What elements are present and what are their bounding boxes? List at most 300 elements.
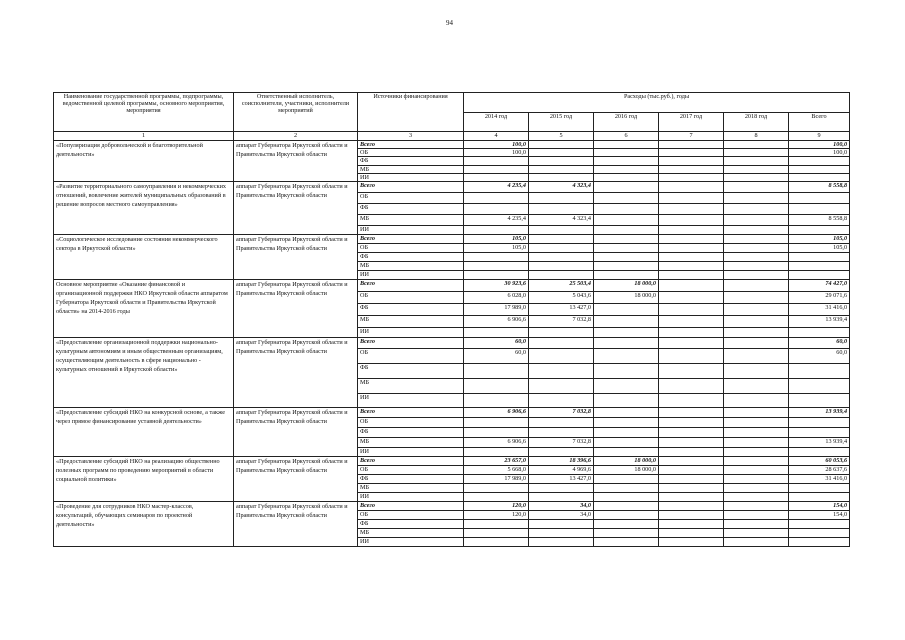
value-2016: 18 000,0 bbox=[594, 457, 659, 466]
value-2018 bbox=[724, 379, 789, 394]
value-total: 13 939,4 bbox=[789, 408, 850, 418]
activity-executor: аппарат Губернатора Иркутской области и Правительства Иркутской области bbox=[234, 457, 358, 502]
table-row bbox=[54, 502, 850, 511]
value-2015 bbox=[529, 448, 594, 457]
value-2015: 13 427,0 bbox=[529, 304, 594, 316]
value-2014 bbox=[464, 253, 529, 262]
value-2018 bbox=[724, 529, 789, 538]
value-2014: 105,0 bbox=[464, 235, 529, 244]
value-2018 bbox=[724, 502, 789, 511]
value-2014: 17 989,0 bbox=[464, 475, 529, 484]
value-2014: 4 235,4 bbox=[464, 182, 529, 193]
value-2014 bbox=[464, 226, 529, 235]
value-total: 100,0 bbox=[789, 141, 850, 149]
value-2017 bbox=[659, 141, 724, 149]
activity-name: «Проведение для сотрудников НКО мастер-классов, консультаций, обучающих семинаров по проектной деятельности» bbox=[54, 502, 234, 547]
value-2018 bbox=[724, 204, 789, 215]
value-total bbox=[789, 418, 850, 428]
value-2015: 4 323,4 bbox=[529, 182, 594, 193]
funding-source: МБ bbox=[358, 215, 464, 226]
column-number: 6 bbox=[594, 132, 659, 141]
funding-source: ОБ bbox=[358, 349, 464, 364]
value-2014: 120,0 bbox=[464, 511, 529, 520]
value-2017 bbox=[659, 215, 724, 226]
value-2014: 5 668,0 bbox=[464, 466, 529, 475]
funding-source: ОБ bbox=[358, 149, 464, 157]
header-name: Наименование государственной программы, подпрограммы, ведомственной целевой программы, основного мероприятия, мероприятия bbox=[54, 93, 234, 132]
value-2017 bbox=[659, 182, 724, 193]
value-2015: 4 323,4 bbox=[529, 215, 594, 226]
value-2018 bbox=[724, 364, 789, 379]
value-2015 bbox=[529, 253, 594, 262]
value-2015 bbox=[529, 493, 594, 502]
funding-source: МБ bbox=[358, 484, 464, 493]
value-total: 31 416,0 bbox=[789, 304, 850, 316]
value-total bbox=[789, 394, 850, 408]
value-2015 bbox=[529, 428, 594, 438]
funding-source: ФБ bbox=[358, 204, 464, 215]
value-2017 bbox=[659, 511, 724, 520]
table-row bbox=[54, 141, 850, 149]
value-2018 bbox=[724, 182, 789, 193]
value-2017 bbox=[659, 193, 724, 204]
value-2016 bbox=[594, 349, 659, 364]
value-2016 bbox=[594, 262, 659, 271]
activity-executor: аппарат Губернатора Иркутской области и Правительства Иркутской области bbox=[234, 141, 358, 182]
value-total bbox=[789, 379, 850, 394]
value-2017 bbox=[659, 244, 724, 253]
funding-source: ИИ bbox=[358, 493, 464, 502]
funding-source: МБ bbox=[358, 262, 464, 271]
header-year-2017: 2017 год bbox=[659, 113, 724, 132]
value-2015: 25 503,4 bbox=[529, 280, 594, 292]
value-2015 bbox=[529, 204, 594, 215]
value-2017 bbox=[659, 475, 724, 484]
value-2018 bbox=[724, 475, 789, 484]
activity-name: «Социологическое исследование состояния некоммерческого сектора в Иркутской области» bbox=[54, 235, 234, 280]
value-2018 bbox=[724, 511, 789, 520]
value-total: 100,0 bbox=[789, 149, 850, 157]
value-2014: 100,0 bbox=[464, 141, 529, 149]
value-2015 bbox=[529, 141, 594, 149]
value-total bbox=[789, 529, 850, 538]
value-2014 bbox=[464, 193, 529, 204]
value-2018 bbox=[724, 457, 789, 466]
value-2017 bbox=[659, 484, 724, 493]
value-2014 bbox=[464, 173, 529, 181]
value-2018 bbox=[724, 157, 789, 165]
value-2016 bbox=[594, 448, 659, 457]
value-2017 bbox=[659, 428, 724, 438]
value-2017 bbox=[659, 520, 724, 529]
value-2016 bbox=[594, 529, 659, 538]
value-2015 bbox=[529, 338, 594, 349]
value-2015 bbox=[529, 394, 594, 408]
value-total: 74 427,0 bbox=[789, 280, 850, 292]
value-2015: 7 032,8 bbox=[529, 438, 594, 448]
value-2017 bbox=[659, 226, 724, 235]
value-2018 bbox=[724, 280, 789, 292]
funding-source: МБ bbox=[358, 379, 464, 394]
value-2016 bbox=[594, 475, 659, 484]
funding-source: ОБ bbox=[358, 193, 464, 204]
value-2018 bbox=[724, 520, 789, 529]
funding-source: ОБ bbox=[358, 244, 464, 253]
page-number: 94 bbox=[446, 19, 453, 27]
value-2014: 60,0 bbox=[464, 338, 529, 349]
value-2015: 34,0 bbox=[529, 511, 594, 520]
header-source: Источники финансирования bbox=[358, 93, 464, 132]
activity-executor: аппарат Губернатора Иркутской области и Правительства Иркутской области bbox=[234, 408, 358, 457]
value-total bbox=[789, 262, 850, 271]
value-2016 bbox=[594, 193, 659, 204]
activity-executor: аппарат Губернатора Иркутской области и Правительства Иркутской области bbox=[234, 338, 358, 408]
value-2014 bbox=[464, 538, 529, 547]
value-total: 8 558,8 bbox=[789, 215, 850, 226]
value-2018 bbox=[724, 493, 789, 502]
value-2016 bbox=[594, 438, 659, 448]
value-2016 bbox=[594, 204, 659, 215]
value-2015: 18 396,6 bbox=[529, 457, 594, 466]
header-year-2018: 2018 год bbox=[724, 113, 789, 132]
funding-source: ОБ bbox=[358, 418, 464, 428]
value-2016 bbox=[594, 379, 659, 394]
value-2015 bbox=[529, 418, 594, 428]
value-2014: 23 657,0 bbox=[464, 457, 529, 466]
value-2014: 30 923,6 bbox=[464, 280, 529, 292]
value-2014: 6 028,0 bbox=[464, 292, 529, 304]
value-2016: 18 000,0 bbox=[594, 292, 659, 304]
value-2014: 4 235,4 bbox=[464, 215, 529, 226]
table-row bbox=[54, 235, 850, 244]
value-total bbox=[789, 271, 850, 280]
funding-source: ФБ bbox=[358, 253, 464, 262]
value-2017 bbox=[659, 262, 724, 271]
activity-name: «Предоставление организационной поддержки национально-культурным автономиям и иным общественным организациям, осуществляющим деятельность в сфере национально - культурных отношений в Иркутской области» bbox=[54, 338, 234, 408]
value-2016: 18 000,0 bbox=[594, 280, 659, 292]
activity-executor: аппарат Губернатора Иркутской области и Правительства Иркутской области bbox=[234, 502, 358, 547]
value-2017 bbox=[659, 538, 724, 547]
value-2016 bbox=[594, 253, 659, 262]
value-2016 bbox=[594, 226, 659, 235]
value-2016 bbox=[594, 418, 659, 428]
value-2015 bbox=[529, 157, 594, 165]
value-2016 bbox=[594, 141, 659, 149]
value-2018 bbox=[724, 466, 789, 475]
value-2016 bbox=[594, 520, 659, 529]
value-total: 60,0 bbox=[789, 338, 850, 349]
activity-name: «Популяризация добровольческой и благотворительной деятельности» bbox=[54, 141, 234, 182]
value-2017 bbox=[659, 349, 724, 364]
value-total: 8 558,8 bbox=[789, 182, 850, 193]
value-total: 105,0 bbox=[789, 244, 850, 253]
value-2014: 6 906,6 bbox=[464, 438, 529, 448]
value-2018 bbox=[724, 149, 789, 157]
funding-source: МБ bbox=[358, 529, 464, 538]
funding-source: ИИ bbox=[358, 271, 464, 280]
value-total bbox=[789, 520, 850, 529]
funding-source: Всего bbox=[358, 338, 464, 349]
value-2014 bbox=[464, 428, 529, 438]
funding-source: Всего bbox=[358, 280, 464, 292]
value-2017 bbox=[659, 394, 724, 408]
funding-source: МБ bbox=[358, 316, 464, 328]
value-2015: 7 032,8 bbox=[529, 408, 594, 418]
value-2015 bbox=[529, 484, 594, 493]
column-number: 4 bbox=[464, 132, 529, 141]
funding-source: ОБ bbox=[358, 511, 464, 520]
value-2014: 105,0 bbox=[464, 244, 529, 253]
value-2018 bbox=[724, 262, 789, 271]
value-2017 bbox=[659, 280, 724, 292]
value-total bbox=[789, 204, 850, 215]
value-2018 bbox=[724, 316, 789, 328]
value-total bbox=[789, 157, 850, 165]
value-total bbox=[789, 484, 850, 493]
value-2015 bbox=[529, 173, 594, 181]
value-total bbox=[789, 328, 850, 338]
value-total bbox=[789, 165, 850, 173]
value-2018 bbox=[724, 226, 789, 235]
funding-source: Всего bbox=[358, 457, 464, 466]
value-2018 bbox=[724, 408, 789, 418]
activity-name: «Предоставление субсидий НКО на реализацию общественно полезных программ по проведению мероприятий в области социальной политики» bbox=[54, 457, 234, 502]
value-2016 bbox=[594, 157, 659, 165]
value-2017 bbox=[659, 328, 724, 338]
funding-source: МБ bbox=[358, 165, 464, 173]
value-2015 bbox=[529, 193, 594, 204]
value-2017 bbox=[659, 457, 724, 466]
value-2015 bbox=[529, 226, 594, 235]
value-2017 bbox=[659, 204, 724, 215]
value-2014 bbox=[464, 379, 529, 394]
value-2016 bbox=[594, 244, 659, 253]
value-2016 bbox=[594, 149, 659, 157]
value-2014: 60,0 bbox=[464, 349, 529, 364]
column-number: 8 bbox=[724, 132, 789, 141]
value-total: 13 939,4 bbox=[789, 438, 850, 448]
value-2016 bbox=[594, 538, 659, 547]
value-total bbox=[789, 493, 850, 502]
value-2018 bbox=[724, 538, 789, 547]
header-expenses: Расходы (тыс.руб.), годы bbox=[464, 93, 850, 113]
header-total: Всего bbox=[789, 113, 850, 132]
table-body bbox=[54, 141, 850, 547]
value-total bbox=[789, 226, 850, 235]
value-2017 bbox=[659, 408, 724, 418]
table-row bbox=[54, 408, 850, 418]
value-2016 bbox=[594, 364, 659, 379]
value-2017 bbox=[659, 304, 724, 316]
value-2018 bbox=[724, 244, 789, 253]
value-2015 bbox=[529, 262, 594, 271]
value-2015: 34,0 bbox=[529, 502, 594, 511]
value-2014 bbox=[464, 418, 529, 428]
value-2018 bbox=[724, 253, 789, 262]
table-row bbox=[54, 338, 850, 349]
value-2015 bbox=[529, 364, 594, 379]
value-2016 bbox=[594, 215, 659, 226]
value-2015 bbox=[529, 538, 594, 547]
activity-name: «Предоставление субсидий НКО на конкурсной основе, а также через прямое финансирование уставной деятельности» bbox=[54, 408, 234, 457]
value-2015 bbox=[529, 149, 594, 157]
value-2015: 5 043,6 bbox=[529, 292, 594, 304]
value-2014 bbox=[464, 493, 529, 502]
value-total: 105,0 bbox=[789, 235, 850, 244]
value-2018 bbox=[724, 304, 789, 316]
value-2018 bbox=[724, 428, 789, 438]
value-2015: 7 032,8 bbox=[529, 316, 594, 328]
value-2018 bbox=[724, 271, 789, 280]
value-total bbox=[789, 538, 850, 547]
funding-source: ФБ bbox=[358, 428, 464, 438]
value-2015 bbox=[529, 529, 594, 538]
value-2017 bbox=[659, 438, 724, 448]
funding-source: ОБ bbox=[358, 466, 464, 475]
column-numbers-row bbox=[54, 132, 850, 141]
value-2018 bbox=[724, 338, 789, 349]
value-2016 bbox=[594, 316, 659, 328]
funding-source: ОБ bbox=[358, 292, 464, 304]
value-total bbox=[789, 448, 850, 457]
value-2015 bbox=[529, 379, 594, 394]
funding-source: ФБ bbox=[358, 520, 464, 529]
value-2014 bbox=[464, 157, 529, 165]
value-2015: 13 427,0 bbox=[529, 475, 594, 484]
value-2017 bbox=[659, 173, 724, 181]
value-total: 29 071,6 bbox=[789, 292, 850, 304]
column-number: 5 bbox=[529, 132, 594, 141]
value-2015 bbox=[529, 271, 594, 280]
value-2017 bbox=[659, 466, 724, 475]
activity-executor: аппарат Губернатора Иркутской области и Правительства Иркутской области bbox=[234, 280, 358, 338]
value-total: 13 939,4 bbox=[789, 316, 850, 328]
funding-source: Всего bbox=[358, 182, 464, 193]
funding-source: ИИ bbox=[358, 538, 464, 547]
value-2018 bbox=[724, 448, 789, 457]
value-total: 31 416,0 bbox=[789, 475, 850, 484]
value-2018 bbox=[724, 173, 789, 181]
value-2018 bbox=[724, 292, 789, 304]
column-number: 7 bbox=[659, 132, 724, 141]
value-2018 bbox=[724, 141, 789, 149]
value-total: 60,0 bbox=[789, 349, 850, 364]
value-2018 bbox=[724, 349, 789, 364]
funding-source: ИИ bbox=[358, 394, 464, 408]
value-2017 bbox=[659, 271, 724, 280]
value-2015 bbox=[529, 235, 594, 244]
value-2017 bbox=[659, 338, 724, 349]
value-2014 bbox=[464, 262, 529, 271]
funding-source: ИИ bbox=[358, 226, 464, 235]
value-2016 bbox=[594, 271, 659, 280]
value-2014 bbox=[464, 204, 529, 215]
funding-source: ИИ bbox=[358, 173, 464, 181]
value-2017 bbox=[659, 418, 724, 428]
value-2014: 6 906,6 bbox=[464, 408, 529, 418]
funding-source: Всего bbox=[358, 141, 464, 149]
funding-source: Всего bbox=[358, 408, 464, 418]
value-2016 bbox=[594, 493, 659, 502]
value-total: 60 053,6 bbox=[789, 457, 850, 466]
value-2016 bbox=[594, 511, 659, 520]
value-2015 bbox=[529, 349, 594, 364]
value-2018 bbox=[724, 328, 789, 338]
value-2017 bbox=[659, 364, 724, 379]
value-2017 bbox=[659, 235, 724, 244]
value-2018 bbox=[724, 394, 789, 408]
value-2016 bbox=[594, 165, 659, 173]
value-2018 bbox=[724, 438, 789, 448]
value-2014: 100,0 bbox=[464, 149, 529, 157]
funding-source: ФБ bbox=[358, 475, 464, 484]
value-2014 bbox=[464, 165, 529, 173]
value-2018 bbox=[724, 215, 789, 226]
value-2014 bbox=[464, 364, 529, 379]
column-number: 2 bbox=[234, 132, 358, 141]
value-2018 bbox=[724, 165, 789, 173]
funding-source: ИИ bbox=[358, 328, 464, 338]
value-2017 bbox=[659, 448, 724, 457]
column-number: 1 bbox=[54, 132, 234, 141]
activity-executor: аппарат Губернатора Иркутской области и Правительства Иркутской области bbox=[234, 182, 358, 235]
value-2017 bbox=[659, 292, 724, 304]
value-2018 bbox=[724, 484, 789, 493]
value-2014 bbox=[464, 271, 529, 280]
value-2016: 18 000,0 bbox=[594, 466, 659, 475]
value-total: 28 637,6 bbox=[789, 466, 850, 475]
value-2015 bbox=[529, 244, 594, 253]
value-2017 bbox=[659, 316, 724, 328]
value-2014 bbox=[464, 328, 529, 338]
value-2017 bbox=[659, 493, 724, 502]
table-row bbox=[54, 457, 850, 466]
value-2015 bbox=[529, 520, 594, 529]
activity-name: «Развитие территориального самоуправления и некоммерческих отношений, вовлечение жителей муниципальных образований в решение вопросов местного самоуправления» bbox=[54, 182, 234, 235]
value-2016 bbox=[594, 182, 659, 193]
value-2016 bbox=[594, 338, 659, 349]
value-total bbox=[789, 193, 850, 204]
value-2014: 17 989,0 bbox=[464, 304, 529, 316]
value-2017 bbox=[659, 157, 724, 165]
funding-source: ФБ bbox=[358, 157, 464, 165]
funding-source: Всего bbox=[358, 502, 464, 511]
value-2014 bbox=[464, 394, 529, 408]
header-year-2015: 2015 год bbox=[529, 113, 594, 132]
budget-table bbox=[53, 92, 850, 547]
value-2016 bbox=[594, 173, 659, 181]
header-executor: Ответственный исполнитель, соисполнители, участники, исполнители мероприятий bbox=[234, 93, 358, 132]
value-2015 bbox=[529, 165, 594, 173]
value-2018 bbox=[724, 235, 789, 244]
funding-source: ФБ bbox=[358, 304, 464, 316]
value-2014: 6 906,6 bbox=[464, 316, 529, 328]
value-2016 bbox=[594, 502, 659, 511]
table-row bbox=[54, 280, 850, 292]
column-number: 3 bbox=[358, 132, 464, 141]
funding-source: Всего bbox=[358, 235, 464, 244]
value-2017 bbox=[659, 502, 724, 511]
value-2016 bbox=[594, 328, 659, 338]
value-total: 154,0 bbox=[789, 502, 850, 511]
value-total: 154,0 bbox=[789, 511, 850, 520]
value-total bbox=[789, 428, 850, 438]
value-total bbox=[789, 173, 850, 181]
value-2016 bbox=[594, 408, 659, 418]
value-2015: 4 969,6 bbox=[529, 466, 594, 475]
activity-executor: аппарат Губернатора Иркутской области и Правительства Иркутской области bbox=[234, 235, 358, 280]
table-row bbox=[54, 182, 850, 193]
